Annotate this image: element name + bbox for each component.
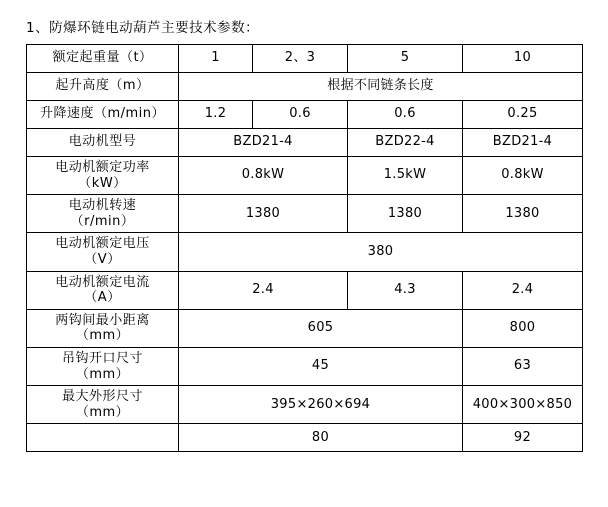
table-row (27, 73, 583, 101)
row-label: 起升高度（m） (27, 73, 179, 101)
row-label: 额定起重量（t） (27, 45, 179, 73)
table-cell: BZD22-4 (348, 129, 463, 157)
table-cell: 1.5kW (348, 157, 463, 195)
row-label (27, 233, 179, 271)
table-row (27, 271, 583, 309)
table-cell: 80 (179, 424, 463, 452)
table-cell: 380 (179, 233, 583, 271)
table-row (27, 45, 583, 73)
table-row (27, 309, 583, 347)
table-cell: 0.8kW (179, 157, 348, 195)
table-cell: 10 (463, 45, 583, 73)
table-cell: 根据不同链条长度 (179, 73, 583, 101)
table-cell: 0.25 (463, 101, 583, 129)
table-row (27, 195, 583, 233)
table-cell: 0.8kW (463, 157, 583, 195)
row-label-line1: 最大外形尺寸 (61, 389, 143, 405)
row-label (27, 424, 179, 452)
table-cell: 0.6 (253, 101, 348, 129)
row-label-line2: （r/min） (70, 213, 135, 229)
row-label (27, 347, 179, 385)
table-cell: 2、3 (253, 45, 348, 73)
page-title: 1、防爆环链电动葫芦主要技术参数： (26, 20, 260, 36)
table-cell: 4.3 (348, 271, 463, 309)
table-cell: 395×260×694 (179, 386, 463, 424)
table-row (27, 386, 583, 424)
row-label-line1: 吊钩开口尺寸 (61, 350, 143, 366)
table-cell: 92 (463, 424, 583, 452)
row-label-line1: 电动机转速 (68, 198, 137, 214)
table-cell: 1380 (463, 195, 583, 233)
row-label (27, 195, 179, 233)
spec-table (26, 44, 583, 452)
row-label (27, 271, 179, 309)
table-cell: 800 (463, 309, 583, 347)
table-row (27, 129, 583, 157)
spec-table-body (27, 45, 583, 452)
row-label (27, 386, 179, 424)
row-label-line2: （mm） (75, 366, 130, 382)
table-cell: 605 (179, 309, 463, 347)
table-cell: 1 (179, 45, 253, 73)
table-row (27, 157, 583, 195)
table-row (27, 101, 583, 129)
row-label (27, 157, 179, 195)
table-row (27, 233, 583, 271)
table-cell: 5 (348, 45, 463, 73)
table-cell: 63 (463, 347, 583, 385)
row-label-line1: 两钩间最小距离 (55, 312, 150, 328)
row-label: 升降速度（m/min） (27, 101, 179, 129)
table-cell: 1380 (348, 195, 463, 233)
row-label-line1: 电动机额定电压 (55, 236, 150, 252)
row-label-line2: （V） (84, 251, 121, 267)
row-label-line2: （mm） (75, 328, 130, 344)
table-cell: 2.4 (463, 271, 583, 309)
table-cell: 400×300×850 (463, 386, 583, 424)
table-cell: 45 (179, 347, 463, 385)
table-row (27, 424, 583, 452)
row-label-line1: 电动机额定功率 (55, 160, 150, 175)
row-label-line2: （kW） (78, 175, 127, 191)
row-label-line2: （mm） (75, 404, 130, 420)
table-cell: 1380 (179, 195, 348, 233)
table-cell: 1.2 (179, 101, 253, 129)
table-cell: BZD21-4 (179, 129, 348, 157)
row-label-line2: （A） (84, 290, 121, 306)
table-cell: 0.6 (348, 101, 463, 129)
row-label-line1: 电动机额定电流 (55, 274, 150, 290)
table-row (27, 347, 583, 385)
table-cell: BZD21-4 (463, 129, 583, 157)
row-label (27, 309, 179, 347)
row-label: 电动机型号 (27, 129, 179, 157)
table-cell: 2.4 (179, 271, 348, 309)
